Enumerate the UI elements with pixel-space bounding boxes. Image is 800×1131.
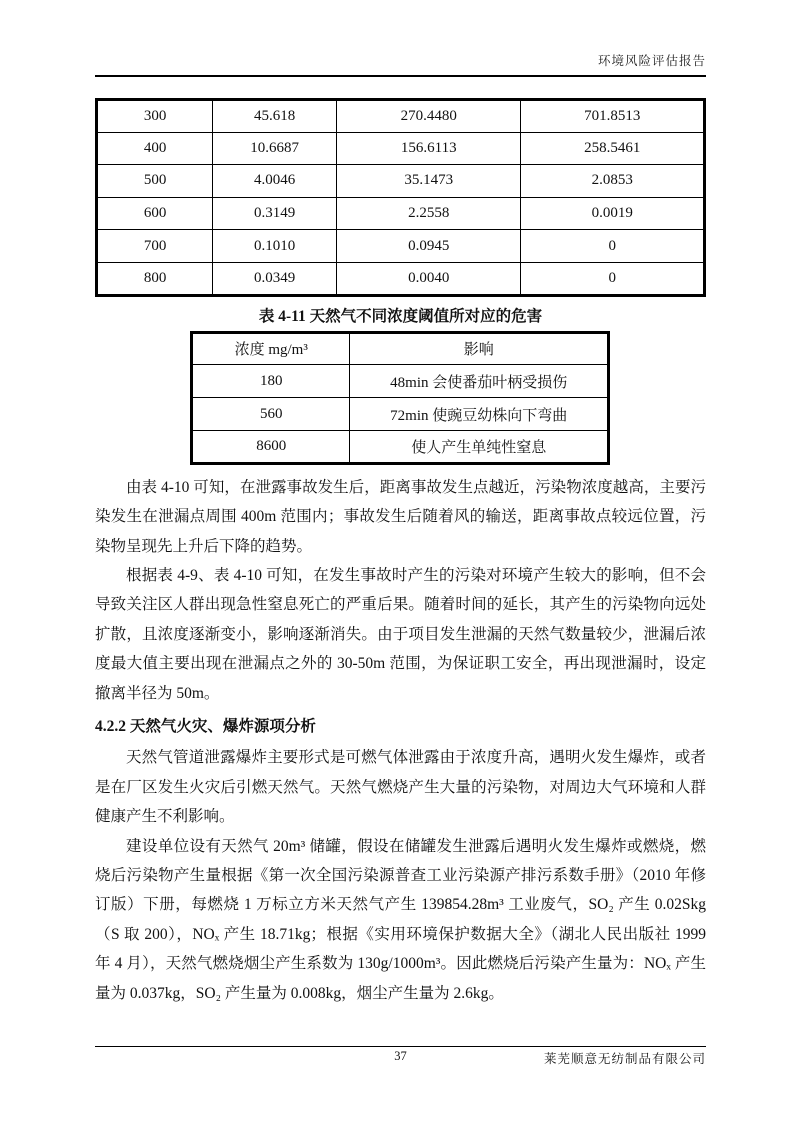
page-footer [95, 1046, 706, 1067]
page-number: 37 [394, 1049, 407, 1063]
table-cell: 0.0019 [521, 197, 705, 230]
table-cell: 500 [97, 165, 213, 198]
table-row [97, 132, 705, 165]
table-cell: 0.0349 [213, 262, 337, 295]
table-row [97, 262, 705, 295]
table-cell: 8600 [192, 430, 350, 463]
table-cell: 2.0853 [521, 165, 705, 198]
table-cell: 800 [97, 262, 213, 295]
paragraph: 由表 4-10 可知，在泄露事故发生后，距离事故发生点越近，污染物浓度越高，主要污染发生在泄漏点周围 400m 范围内；事故发生后随着风的输送，距离事故点较远位置，污染物呈现先上升后下降的趋势。 [95, 478, 706, 555]
table-cell: 0.1010 [213, 230, 337, 263]
table-cell: 258.5461 [521, 132, 705, 165]
table-row [97, 165, 705, 198]
table-row [97, 197, 705, 230]
table-cell: 700 [97, 230, 213, 263]
header-rule [95, 75, 706, 77]
concentration-impact-table [190, 331, 610, 465]
table-row [97, 100, 705, 133]
table-cell: 0.3149 [213, 197, 337, 230]
table-cell: 156.6113 [337, 132, 521, 165]
concentration-distance-table [95, 98, 706, 297]
paragraph: 建设单位设有天然气 20m³ 储罐，假设在储罐发生泄露后遇明火发生爆炸或燃烧，燃烧后污染物产生量根据《第一次全国污染源普查工业污染源产排污系数手册》（2010 年修订版）下册，每燃烧 1 万标立方米天然气产生 139854.28m³ 工业废气，SO₂ 产生 0.02Skg（S 取 200），NOₓ 产生 18.71kg；根据《实用环境保护数据大全》（湖北人民出版社 1999 年 4 月），天然气燃烧烟尘产生系数为 130g/1000m³。因此燃烧后污染产生量为：NOₓ 产生量为 0.037kg，SO₂ 产生量为 0.008kg，烟尘产生量为 2.6kg。 [95, 837, 706, 1002]
report-header-title: 环境风险评估报告 [597, 54, 706, 68]
column-header-impact: 影响 [350, 332, 609, 365]
table-row [97, 230, 705, 263]
table-cell: 45.618 [213, 100, 337, 133]
table-cell: 0 [521, 230, 705, 263]
body-text-block [95, 473, 706, 1008]
section-heading-4-2-2: 4.2.2 天然气火灾、爆炸源项分析 [95, 718, 316, 735]
table-cell: 4.0046 [213, 165, 337, 198]
paragraph: 根据表 4-9、表 4-10 可知，在发生事故时产生的污染对环境产生较大的影响，但不会导致关注区人群出现急性窒息死亡的严重后果。随着时间的延长，其产生的污染物向远处扩散，且浓度逐渐变小，影响逐渐消失。由于项目发生泄漏的天然气数量较少，泄漏后浓度最大值主要出现在泄漏点之外的 30-50m 范围，为保证职工安全，再出现泄漏时，设定撤离半径为 50m。 [95, 566, 706, 702]
table-cell: 270.4480 [337, 100, 521, 133]
table-cell: 10.6687 [213, 132, 337, 165]
table-cell: 使人产生单纯性窒息 [350, 430, 609, 463]
paragraph: 天然气管道泄露爆炸主要形式是可燃气体泄露由于浓度升高，遇明火发生爆炸，或者是在厂区发生火灾后引燃天然气。天然气燃烧产生大量的污染物，对周边大气环境和人群健康产生不利影响。 [95, 749, 706, 826]
table-cell: 180 [192, 365, 350, 398]
table-4-11-caption: 表 4-11 天然气不同浓度阈值所对应的危害 [258, 307, 543, 325]
table-cell: 35.1473 [337, 165, 521, 198]
table-cell: 2.2558 [337, 197, 521, 230]
table-cell: 300 [97, 100, 213, 133]
table-cell: 560 [192, 398, 350, 431]
footer-company-name: 莱芜顺意无纺制品有限公司 [543, 1052, 706, 1066]
table-cell: 0 [521, 262, 705, 295]
table-cell: 0.0945 [337, 230, 521, 263]
table-cell: 400 [97, 132, 213, 165]
table-cell: 72min 使豌豆幼株向下弯曲 [350, 398, 609, 431]
table-row [192, 398, 609, 431]
table-row [192, 365, 609, 398]
table-cell: 600 [97, 197, 213, 230]
table-header-row [192, 332, 609, 365]
column-header-concentration: 浓度 mg/m³ [192, 332, 350, 365]
table-cell: 701.8513 [521, 100, 705, 133]
footer-rule [95, 1046, 706, 1047]
table-row [192, 430, 609, 463]
table-cell: 48min 会使番茄叶柄受损伤 [350, 365, 609, 398]
table-cell: 0.0040 [337, 262, 521, 295]
